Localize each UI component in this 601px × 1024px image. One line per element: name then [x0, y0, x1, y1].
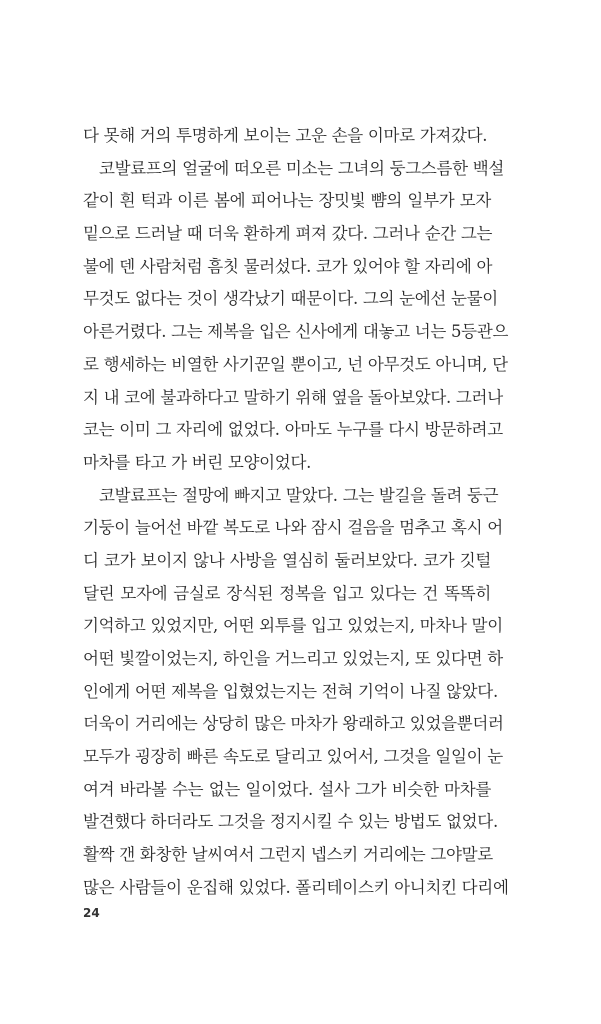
text-line: 어떤 빛깔이었는지, 하인을 거느리고 있었는지, 또 있다면 하 [83, 649, 503, 668]
text-line: 같이 흰 턱과 이른 봄에 피어나는 장밋빛 뺨의 일부가 모자 [83, 191, 491, 211]
text-line: 기둥이 늘어선 바깥 복도로 나와 잠시 걸음을 멈추고 혹시 어 [83, 518, 503, 538]
text-line: 여겨 바라볼 수는 없는 일이었다. 설사 그가 비슷한 마차를 [83, 779, 491, 799]
body-text [83, 120, 509, 905]
text-line: 다 못해 거의 투명하게 보이는 고운 손을 이마로 가져갔다. [83, 126, 488, 145]
text-line: 모두가 굉장히 빠른 속도로 달리고 있어서, 그것을 일일이 눈 [83, 747, 503, 767]
page-number: 24 [83, 906, 100, 920]
text-line: 더욱이 거리에는 상당히 많은 마차가 왕래하고 있었을뿐더러 [83, 714, 504, 734]
text-line: 인에게 어떤 제복을 입혔었는지는 전혀 기억이 나질 않았다. [83, 681, 498, 701]
text-line: 마차를 타고 가 버린 모양이었다. [83, 452, 312, 472]
text-line: 밑으로 드러날 때 더욱 환하게 펴져 갔다. 그러나 순간 그는 [83, 224, 493, 244]
text-line: 많은 사람들이 운집해 있었다. 폴리테이스키 아니치킨 다리에 [83, 877, 509, 897]
text-line: 코발료프는 절망에 빠지고 말았다. 그는 발길을 돌려 둥근 [99, 485, 499, 505]
text-line: 활짝 갠 화창한 날씨여서 그런지 넵스키 거리에는 그야말로 [83, 845, 493, 865]
text-line: 발견했다 하더라도 그것을 정지시킬 수 있는 방법도 없었다. [83, 812, 498, 832]
text-line: 불에 덴 사람처럼 흠칫 물러섰다. 코가 있어야 할 자리에 아 [83, 256, 493, 276]
text-line: 지 내 코에 불과하다고 말하기 위해 옆을 돌아보았다. 그러나 [83, 387, 503, 407]
text-line: 무것도 없다는 것이 생각났기 때문이다. 그의 눈에선 눈물이 [83, 289, 498, 309]
text-line: 코는 이미 그 자리에 없었다. 아마도 누구를 다시 방문하려고 [83, 420, 503, 440]
text-line: 아른거렸다. 그는 제복을 입은 신사에게 대놓고 너는 5등관으 [83, 322, 509, 342]
text-line: 코발료프의 얼굴에 떠오른 미소는 그녀의 둥그스름한 백설 [99, 158, 505, 178]
text-line: 디 코가 보이지 않나 사방을 열심히 둘러보았다. 코가 깃털 [83, 550, 491, 570]
text-line: 기억하고 있었지만, 어떤 외투를 입고 있었는지, 마차나 말이 [83, 616, 503, 636]
text-line: 달린 모자에 금실로 장식된 정복을 입고 있다는 건 똑똑히 [83, 583, 491, 603]
text-line: 로 행세하는 비열한 사기꾼일 뿐이고, 넌 아무것도 아니며, 단 [83, 354, 508, 374]
